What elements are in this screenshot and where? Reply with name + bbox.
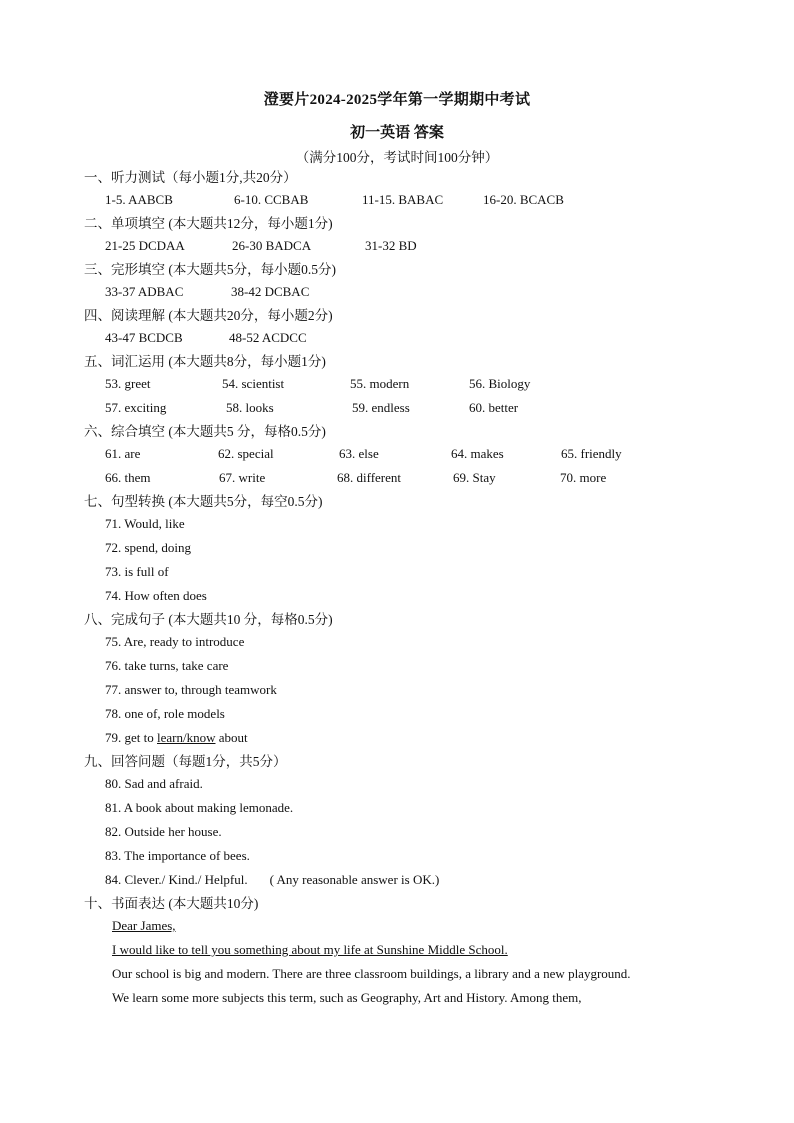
- answer-item: 64. makes: [451, 446, 504, 461]
- answer-group: 33-37 ADBAC: [105, 284, 184, 299]
- essay-line: [84, 938, 724, 962]
- answer-group: 21-25 DCDAA: [105, 238, 185, 253]
- answer-group: 43-47 BCDCB: [105, 330, 183, 345]
- answer-item: 68. different: [337, 470, 402, 485]
- reading-answers-row: [84, 326, 724, 350]
- single-choice-answers-row: [84, 234, 724, 258]
- section-single-choice-heading: 二、单项填空 (本大题共12分，每小题1分): [84, 216, 333, 231]
- answer-line: 83. The importance of bees.: [105, 848, 250, 863]
- answer-text: 84. Clever./ Kind./ Helpful.: [105, 872, 248, 887]
- answer-line: 73. is full of: [105, 564, 169, 579]
- section-reading-heading: 四、阅读理解 (本大题共20分，每小题2分): [84, 308, 333, 323]
- essay-greeting: Dear James,: [112, 918, 176, 933]
- answer-group: 1-5. AABCB: [105, 192, 173, 207]
- answer-item: 61. are: [105, 446, 141, 461]
- answer-line: 74. How often does: [105, 588, 207, 603]
- answer-group: 48-52 ACDCC: [229, 330, 307, 345]
- section-vocabulary-heading: 五、词汇运用 (本大题共8分，每小题1分): [84, 354, 326, 369]
- score-time-note: （满分100分，考试时间100分钟）: [295, 150, 499, 165]
- vocabulary-answers-row: [84, 396, 724, 420]
- answer-item: 70. more: [560, 470, 607, 485]
- answer-item: 66. them: [105, 470, 151, 485]
- answer-group: 16-20. BCACB: [483, 192, 564, 207]
- answer-item: 53. greet: [105, 376, 151, 391]
- answer-line: [84, 868, 724, 892]
- answer-group: 11-15. BABAC: [362, 192, 444, 207]
- answer-line: 72. spend, doing: [105, 540, 191, 555]
- answer-item: 56. Biology: [469, 376, 531, 391]
- answer-line: 81. A book about making lemonade.: [105, 800, 294, 815]
- answer-subtitle: 初一英语 答案: [350, 125, 444, 141]
- answer-line: 71. Would, like: [105, 516, 185, 531]
- answer-item: 63. else: [339, 446, 379, 461]
- section-sentence-transform-heading: 七、句型转换 (本大题共5分，每空0.5分): [84, 494, 323, 509]
- answer-item: 62. special: [218, 446, 274, 461]
- listening-answers-row: [84, 188, 724, 212]
- essay-body-line: Our school is big and modern. There are three classroom buildings, a library and a new playground.: [112, 966, 631, 981]
- essay-intro: I would like to tell you something about my life at Sunshine Middle School.: [112, 942, 508, 957]
- section-writing-heading: 十、书面表达 (本大题共10分): [84, 896, 259, 911]
- answer-group: 6-10. CCBAB: [234, 192, 309, 207]
- essay-body-line: We learn some more subjects this term, such as Geography, Art and History. Among them,: [112, 990, 582, 1005]
- fill-answers-row: [84, 466, 724, 490]
- underlined-answer: learn/know: [157, 730, 216, 745]
- answer-line: 82. Outside her house.: [105, 824, 222, 839]
- section-listening-heading: 一、听力测试（每小题1分,共20分）: [84, 170, 297, 185]
- answer-note: ( Any reasonable answer is OK.): [269, 872, 440, 887]
- answer-group: 26-30 BADCA: [232, 238, 312, 253]
- answer-line: 80. Sad and afraid.: [105, 776, 203, 791]
- exam-title: 澄要片2024-2025学年第一学期期中考试: [263, 92, 531, 108]
- cloze-answers-row: [84, 280, 724, 304]
- section-answer-questions-heading: 九、回答问题（每题1分，共5分）: [84, 754, 287, 769]
- answer-item: 69. Stay: [453, 470, 496, 485]
- answer-line: 77. answer to, through teamwork: [105, 682, 277, 697]
- answer-line: 78. one of, role models: [105, 706, 225, 721]
- essay-line: [84, 914, 724, 938]
- vocabulary-answers-row: [84, 372, 724, 396]
- answer-text: 79. get to: [105, 730, 157, 745]
- answer-item: 65. friendly: [561, 446, 622, 461]
- fill-answers-row: [84, 442, 724, 466]
- answer-item: 58. looks: [226, 400, 274, 415]
- answer-item: 67. write: [219, 470, 266, 485]
- answer-item: 55. modern: [350, 376, 410, 391]
- section-complete-sentences-heading: 八、完成句子 (本大题共10 分，每格0.5分): [84, 612, 333, 627]
- answer-group: 31-32 BD: [365, 238, 417, 253]
- answer-line: 76. take turns, take care: [105, 658, 229, 673]
- answer-line: [84, 726, 724, 750]
- answer-item: 54. scientist: [222, 376, 285, 391]
- answer-line: 75. Are, ready to introduce: [105, 634, 245, 649]
- answer-item: 57. exciting: [105, 400, 167, 415]
- answer-item: 60. better: [469, 400, 519, 415]
- section-cloze-heading: 三、完形填空 (本大题共5分，每小题0.5分): [84, 262, 336, 277]
- answer-text: about: [215, 730, 248, 745]
- section-comprehensive-fill-heading: 六、综合填空 (本大题共5 分，每格0.5分): [84, 424, 326, 439]
- answer-group: 38-42 DCBAC: [231, 284, 310, 299]
- answer-content: [84, 166, 724, 1010]
- answer-item: 59. endless: [352, 400, 410, 415]
